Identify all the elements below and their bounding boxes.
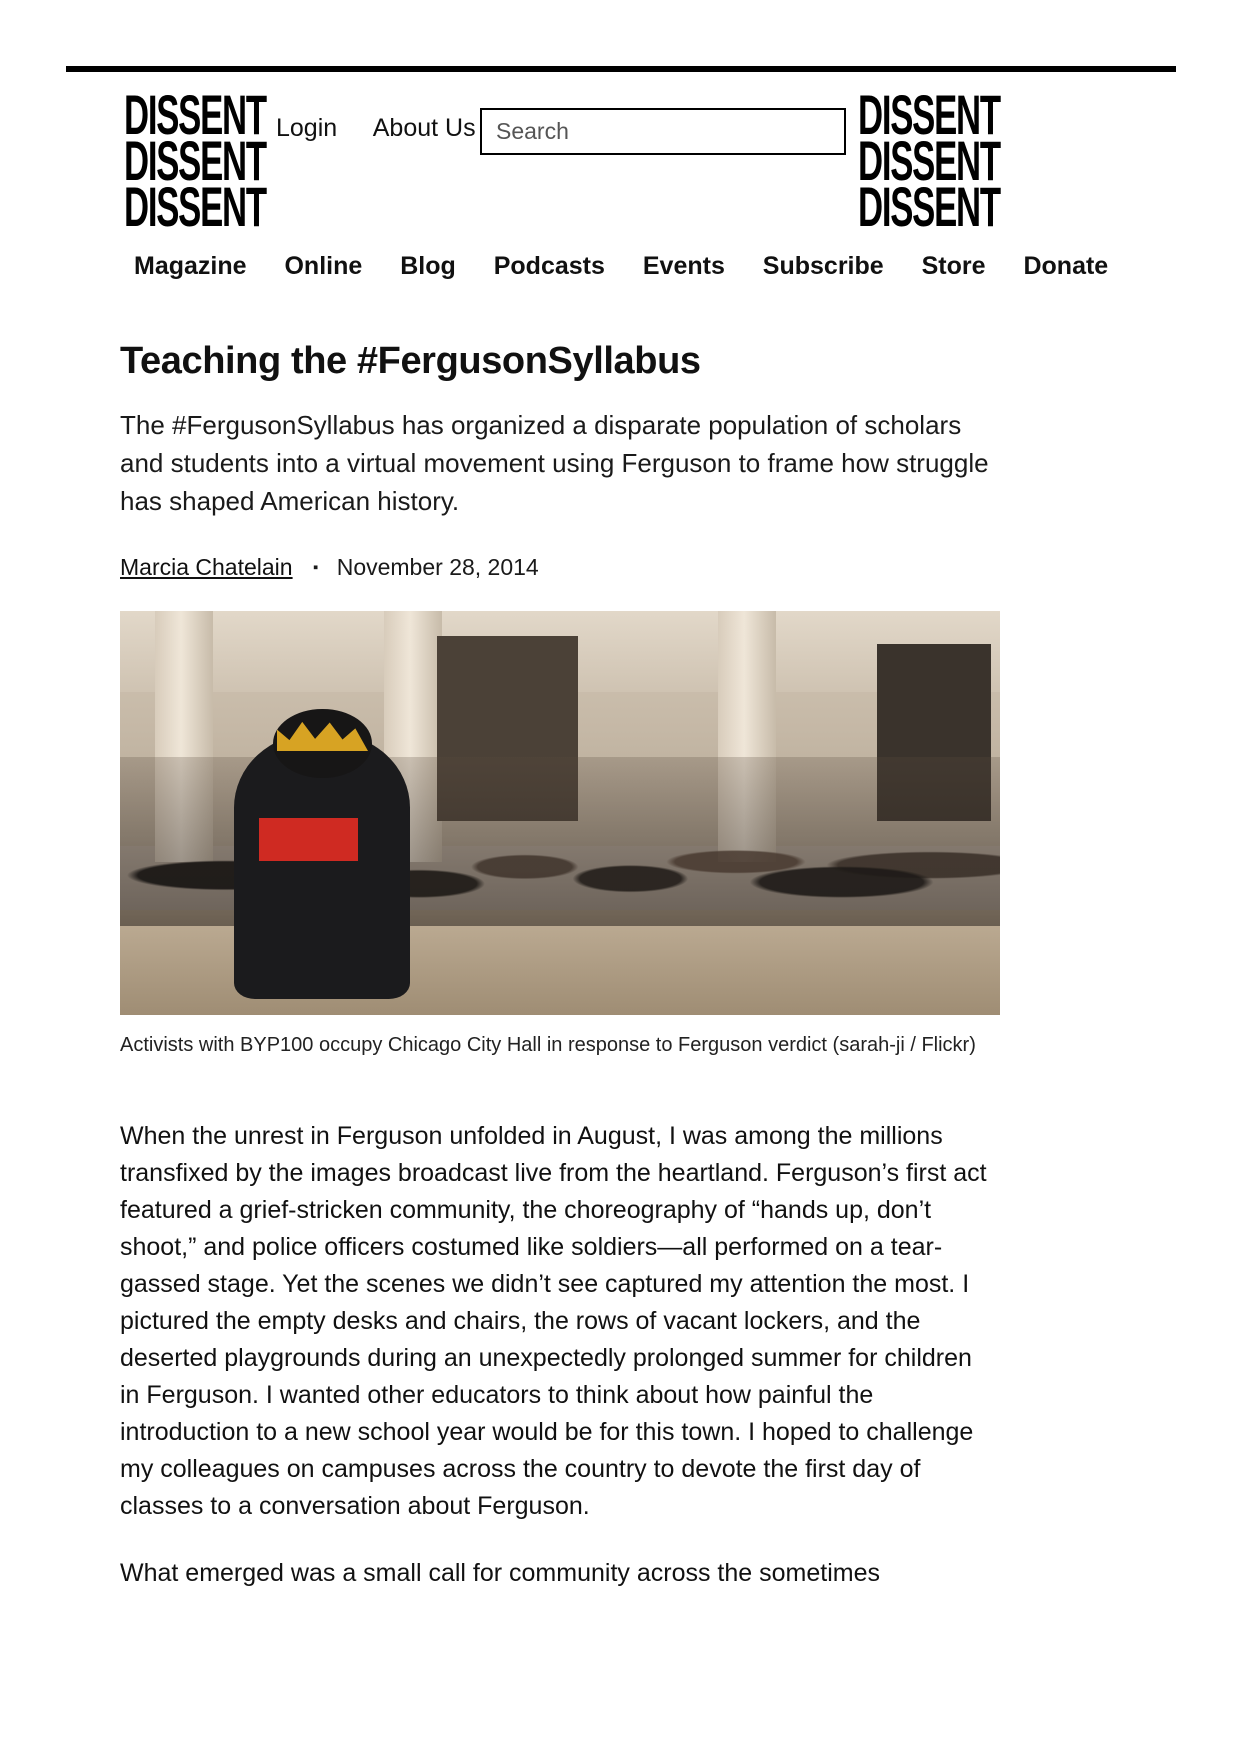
photo-speaker bbox=[234, 733, 410, 1000]
article bbox=[120, 340, 1000, 1622]
site-logo-right[interactable] bbox=[858, 83, 1019, 238]
site-logo-left-line3: DISSENT bbox=[124, 174, 266, 238]
site-logo-right-line1: DISSENT bbox=[858, 83, 1000, 146]
article-paragraph: When the unrest in Ferguson unfolded in August, I was among the millions transfixed by the images broadcast live from the heartland. Ferguson’s first act featured a grief-stricken community, the choreography of “hands up, don’t shoot,” and police officers costumed like soldiers—all performed on a tear-gassed stage. Yet the scenes we didn’t see captured my attention the most. I pictured the empty desks and chairs, the rows of vacant lockers, and the deserted playgrounds during an unexpectedly prolonged summer for children in Ferguson. I wanted other educators to think about how painful the introduction to a new school year would be for this town. I hoped to challenge my colleagues on campuses across the country to devote the first day of classes to a conversation about Ferguson. bbox=[120, 1121, 987, 1520]
nav-item-magazine[interactable]: Magazine bbox=[134, 252, 247, 280]
article-photo bbox=[120, 611, 1000, 1015]
search-box[interactable] bbox=[480, 108, 846, 155]
site-header bbox=[0, 80, 1242, 250]
article-paragraph: What emerged was a small call for community across the sometimes bbox=[120, 1558, 880, 1587]
image-caption: Activists with BYP100 occupy Chicago City Hall in response to Ferguson verdict (sarah-ji / Flickr) bbox=[120, 1034, 976, 1057]
nav-item-events[interactable]: Events bbox=[642, 252, 725, 280]
publish-date: November 28, 2014 bbox=[336, 554, 539, 581]
article-figure bbox=[120, 611, 1000, 1059]
site-logo-right-line2: DISSENT bbox=[858, 128, 1000, 192]
article-body bbox=[120, 1118, 990, 1592]
login-link[interactable]: Login bbox=[276, 114, 338, 142]
nav-item-online[interactable]: Online bbox=[284, 252, 363, 280]
nav-item-donate[interactable]: Donate bbox=[1023, 252, 1109, 280]
nav-item-blog[interactable]: Blog bbox=[400, 252, 456, 280]
author-link[interactable]: Marcia Chatelain bbox=[120, 554, 293, 581]
search-input[interactable] bbox=[482, 110, 844, 153]
utility-nav bbox=[276, 114, 506, 143]
article-deck: The #FergusonSyllabus has organized a disparate population of scholars and students into a virtual movement using Ferguson to frame how struggle has shaped American history. bbox=[120, 409, 989, 517]
site-logo-right-line3: DISSENT bbox=[858, 174, 1000, 238]
site-logo-left-line2: DISSENT bbox=[124, 128, 266, 192]
nav-item-store[interactable]: Store bbox=[921, 252, 986, 280]
byline-separator: ▪ bbox=[312, 559, 319, 577]
site-logo-left[interactable] bbox=[124, 83, 285, 238]
top-rule bbox=[66, 66, 1176, 72]
byline bbox=[120, 554, 1000, 581]
about-us-link[interactable]: About Us bbox=[372, 114, 476, 142]
nav-item-podcasts[interactable]: Podcasts bbox=[493, 252, 605, 280]
site-logo-left-line1: DISSENT bbox=[124, 83, 266, 146]
nav-item-subscribe[interactable]: Subscribe bbox=[762, 252, 884, 280]
photo-speaker-shirt bbox=[259, 818, 358, 861]
main-nav bbox=[0, 252, 1242, 281]
page-title: Teaching the #FergusonSyllabus bbox=[120, 340, 701, 382]
